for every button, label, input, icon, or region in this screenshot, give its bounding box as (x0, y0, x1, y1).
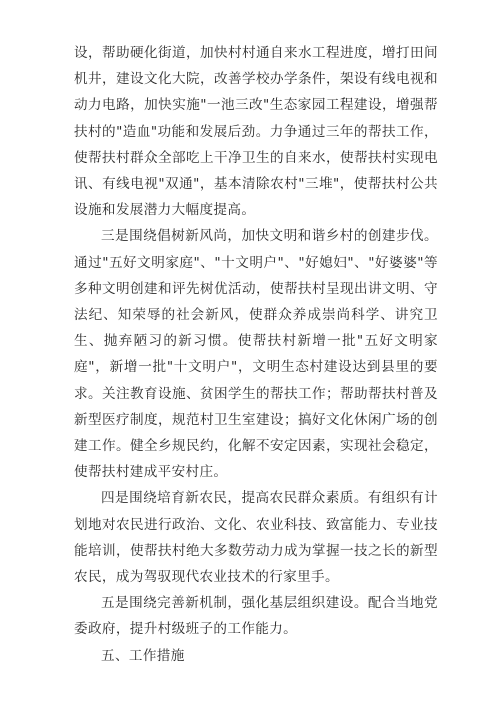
section-heading-measures: 五、工作措施 (101, 647, 185, 664)
paragraph-civilization: 三是围绕倡树新风尚，加快文明和谐乡村的创建步伐。通过"五好文明家庭"、"十文明户"、"好媳妇"、"好婆婆"等多种文明创建和评先树优活动，使帮扶村呈现出讲文明、守法纪、知荣辱的社会新风，使群众养成崇尚科学、讲究卫生、抛弃陋习的新习惯。使帮扶村新增一批"五好文明家庭"，新增一批"十文明户"，文明生态村建设达到县里的要求。关注教育设施、贫困学生的帮扶工作；帮助帮扶村普及新型医疗制度，规范村卫生室建设；搞好文化休闲广场的创建工作。健全乡规民约，化解不安定因素，实现社会稳定，使帮扶村建成平安村庄。 (74, 228, 438, 481)
paragraph-mechanism: 五是围绕完善新机制，强化基层组织建设。配合当地党委政府，提升村级班子的工作能力。 (74, 595, 438, 638)
paragraph-new-farmers: 四是围绕培育新农民，提高农民群众素质。有组织有计划地对农民进行政治、文化、农业科技、致富能力、专业技能培训，使帮扶村绝大多数劳动力成为掌握一技之长的新型农民，成为驾驭现代农业技术的行家里手。 (74, 490, 438, 586)
paragraph-infrastructure: 设，帮助硬化街道，加快村村通自来水工程进度，增打田间机井，建设文化大院，改善学校办学条件，架设有线电视和动力电路，加快实施"一池三改"生态家园工程建设，增强帮扶村的"造血"功能和发展后劲。力争通过三年的帮扶工作，使帮扶村群众全部吃上干净卫生的自来水，使帮扶村实现电讯、有线电视"双通"，基本清除农村"三堆"，使帮扶村公共设施和发展潜力大幅度提高。 (74, 45, 438, 219)
